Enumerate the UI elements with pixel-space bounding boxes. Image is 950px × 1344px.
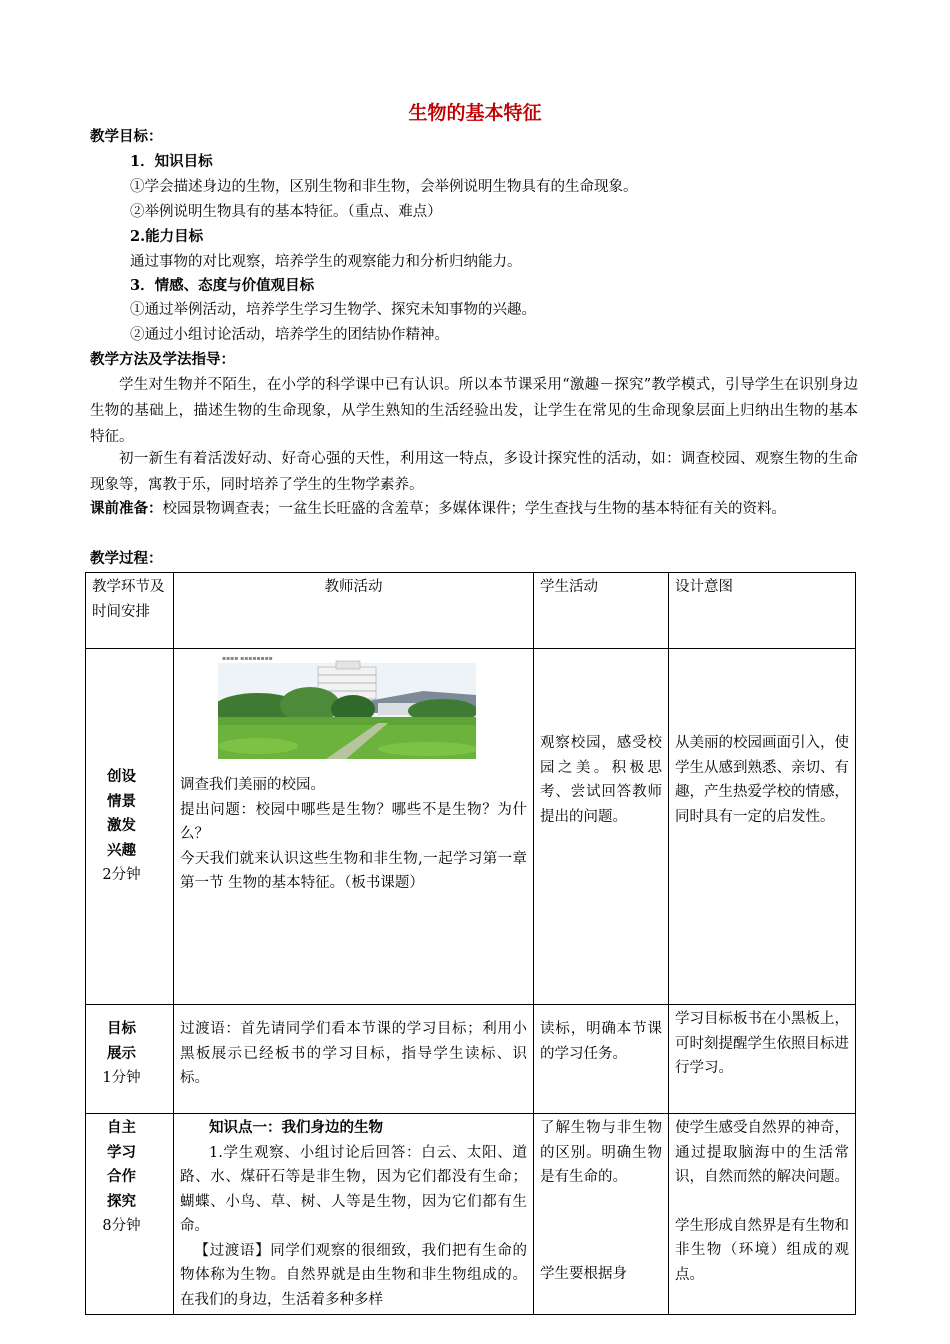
teacher-text: 提出问题：校园中哪些是生物？哪些不是生物？为什么？ (180, 801, 527, 842)
student-text: 学生要根据身 (540, 1265, 627, 1282)
stage-time: 1分钟 (102, 1070, 141, 1086)
header-intent: 设计意图 (669, 573, 856, 649)
prep-text: 校园景物调查表；一盆生长旺盛的含羞草；多媒体课件；学生查找与生物的基本特征有关的资料。 (162, 501, 786, 517)
stage-line: 创设 (107, 768, 136, 786)
header-student: 学生活动 (534, 573, 669, 649)
teacher-activity-cell (174, 1114, 534, 1315)
teacher-text: 今天我们就来认识这些生物和非生物,一起学习第一章第一节 生物的基本特征。（板书课题） (180, 850, 527, 891)
stage-time: 8分钟 (102, 1218, 141, 1234)
svg-text:▪▪▪▪ ▪▪▪▪▪▪▪▪: ▪▪▪▪ ▪▪▪▪▪▪▪▪ (222, 655, 273, 662)
stage-line: 激发 (107, 817, 136, 835)
knowledge-item-2: ②举例说明生物具有的基本特征。（重点、难点） (130, 204, 442, 220)
campus-photo (218, 651, 476, 759)
table-header-row (86, 573, 856, 649)
table-row (86, 649, 856, 1005)
student-activity-cell: 观察校园，感受校园之美。积极思考、尝试回答教师提出的问题。 (534, 649, 669, 1005)
prep-label: 课前准备： (90, 500, 163, 517)
stage-line: 兴趣 (107, 841, 136, 859)
header-stage: 教学环节及时间安排 (86, 573, 174, 649)
design-intent-cell: 学习目标板书在小黑板上，可时刻提醒学生依照目标进行学习。 (669, 1005, 856, 1114)
emotion-heading: 3．情感、态度与价值观目标 (130, 277, 315, 294)
objectives-heading: 教学目标： (90, 128, 163, 145)
stage-time: 2分钟 (102, 867, 141, 884)
method-heading: 教学方法及学法指导： (90, 351, 235, 368)
stage-line: 目标 (107, 1020, 136, 1037)
knowledge-heading: 1．知识目标 (130, 153, 213, 170)
design-intent-cell (669, 1114, 856, 1315)
stage-cell (86, 1005, 174, 1114)
prep-paragraph (90, 496, 858, 522)
stage-line: 学习 (107, 1143, 136, 1161)
process-heading: 教学过程： (90, 550, 163, 567)
teacher-activity-cell: 过渡语：首先请同学们看本节课的学习目标；利用小黑板展示已经板书的学习目标，指导学生读标、识标。 (174, 1005, 534, 1114)
ability-item-1: 通过事物的对比观察，培养学生的观察能力和分析归纳能力。 (130, 254, 522, 270)
knowledge-point-heading: 知识点一：我们身边的生物 (209, 1119, 383, 1136)
stage-line: 情景 (107, 792, 136, 810)
teacher-text: 1.学生观察、小组讨论后回答：白云、太阳、道路、水、煤矸石等是非生物，因为它们都没有生命；蝴蝶、小鸟、草、树、人等是生物，因为它们都有生命。 (180, 1144, 527, 1234)
stage-cell (86, 649, 174, 1005)
teacher-text: 调查我们美丽的校园。 (180, 777, 325, 793)
student-activity-cell (534, 1114, 669, 1315)
stage-cell (86, 1114, 174, 1315)
stage-line: 合作 (107, 1168, 136, 1185)
intent-text: 学生形成自然界是有生物和非生物（环境）组成的观点。 (675, 1217, 849, 1283)
student-activity-cell: 读标，明确本节课的学习任务。 (534, 1005, 669, 1114)
lesson-plan-table (85, 572, 856, 1315)
intent-text: 使学生感受自然界的神奇，通过提取脑海中的生活常识，自然而然的解决问题。 (675, 1120, 849, 1185)
student-text: 了解生物与非生物的区别。明确生物是有生命的。 (540, 1120, 662, 1185)
stage-line: 展示 (107, 1044, 136, 1062)
stage-line: 探究 (107, 1192, 136, 1210)
emotion-item-2: ②通过小组讨论活动，培养学生的团结协作精神。 (130, 327, 449, 343)
emotion-item-1: ①通过举例活动，培养学生学习生物学、探究未知事物的兴趣。 (130, 302, 536, 318)
design-intent-cell: 从美丽的校园画面引入，使学生从感到熟悉、亲切、有趣，产生热爱学校的情感，同时具有一定的启发性。 (669, 649, 856, 1005)
table-row (86, 1005, 856, 1114)
table-row (86, 1114, 856, 1315)
stage-line: 自主 (107, 1119, 136, 1136)
teacher-text: 【过渡语】同学们观察的很细致，我们把有生命的物体称为生物。自然界就是由生物和非生物组成的。在我们的身边，生活着多种多样 (180, 1242, 527, 1308)
document-title: 生物的基本特征 (408, 102, 542, 124)
knowledge-item-1: ①学会描述身边的生物，区别生物和非生物，会举例说明生物具有的生命现象。 (130, 179, 638, 195)
ability-heading: 2.能力目标 (130, 228, 204, 245)
method-paragraph-2: 初一新生有着活泼好动、好奇心强的天性，利用这一特点，多设计探究性的活动，如：调查校园、观察生物的生命现象等，寓教于乐，同时培养了学生的生物学素养。 (90, 451, 858, 493)
teacher-activity-cell (174, 649, 534, 1005)
header-teacher: 教师活动 (174, 573, 534, 649)
method-paragraph-1: 学生对生物并不陌生，在小学的科学课中已有认识。所以本节课采用“激趣－探究”教学模式，引导学生在识别身边生物的基础上，描述生物的生命现象，从学生熟知的生活经验出发，让学生在常见的生命现象层面上归纳出生物的基本特征。 (90, 377, 858, 445)
